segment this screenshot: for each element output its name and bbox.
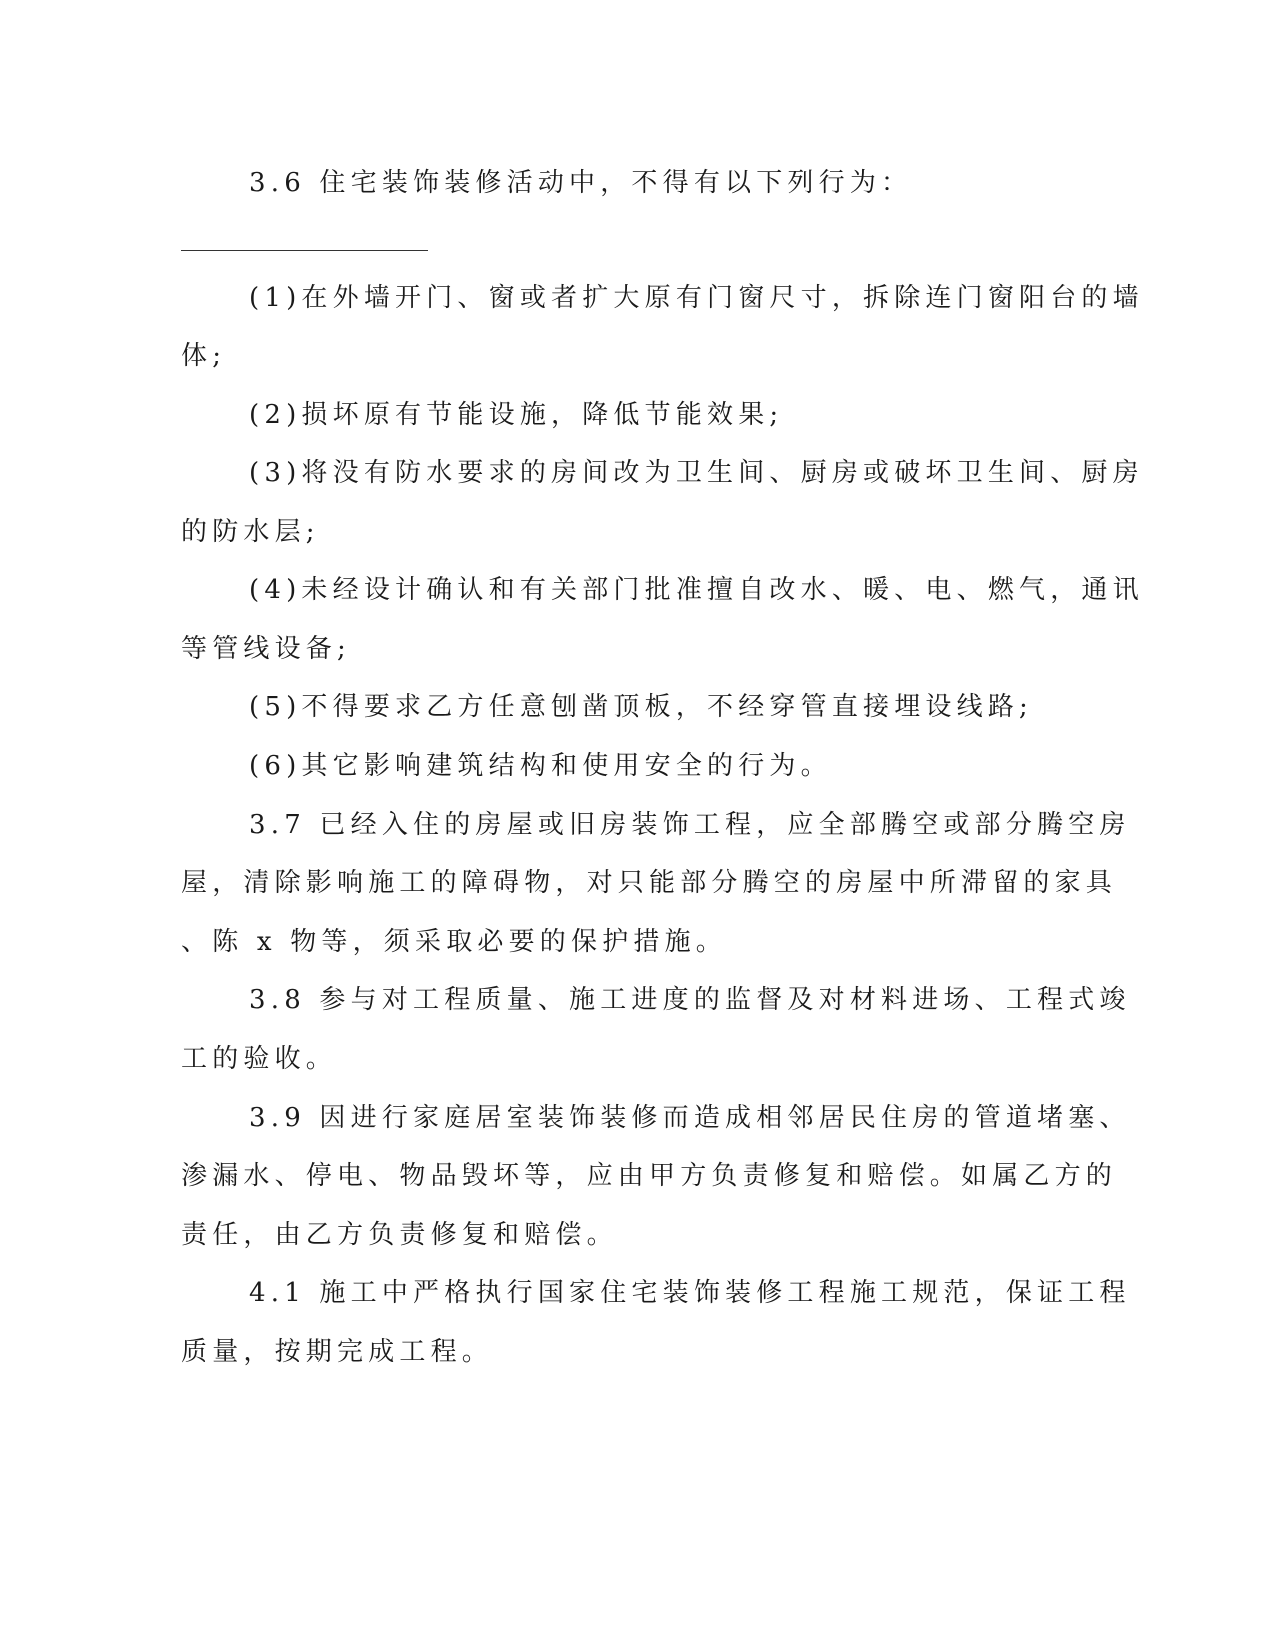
text-line: 的防水层; — [181, 517, 320, 547]
text-line: 工的验收。 — [181, 1044, 338, 1074]
text-line: 等管线设备; — [181, 634, 351, 664]
text-line: (5)不得要求乙方任意刨凿顶板，不经穿管直接埋设线路; — [249, 692, 1033, 722]
text-line: 体; — [181, 341, 227, 371]
text-line: (1)在外墙开门、窗或者扩大原有门窗尺寸，拆除连门窗阳台的墙 — [249, 283, 1144, 313]
section-heading-3-6: 3.6 住宅装饰装修活动中，不得有以下列行为： — [249, 168, 913, 198]
blank-underline — [181, 250, 428, 251]
text-line: (4)未经设计确认和有关部门批准擅自改水、暖、电、燃气，通讯 — [249, 575, 1144, 605]
text-line: 质量，按期完成工程。 — [181, 1337, 494, 1367]
text-line: 渗漏水、停电、物品毁坏等，应由甲方负责修复和赔偿。如属乙方的 — [181, 1161, 1118, 1191]
text-line: 3.7 已经入住的房屋或旧房装饰工程，应全部腾空或部分腾空房 — [249, 810, 1131, 840]
text-line: 屋，清除影响施工的障碍物，对只能部分腾空的房屋中所滞留的家具 — [181, 868, 1118, 898]
text-line: 3.9 因进行家庭居室装饰装修而造成相邻居民住房的管道堵塞、 — [249, 1103, 1131, 1133]
text-line: (6)其它影响建筑结构和使用安全的行为。 — [249, 751, 832, 781]
text-line: 4.1 施工中严格执行国家住宅装饰装修工程施工规范，保证工程 — [249, 1278, 1131, 1308]
text-line: 3.8 参与对工程质量、施工进度的监督及对材料进场、工程式竣 — [249, 985, 1131, 1015]
text-line: (3)将没有防水要求的房间改为卫生间、厨房或破坏卫生间、厨房 — [249, 458, 1144, 488]
text-line: 、陈 x 物等，须采取必要的保护措施。 — [181, 927, 727, 957]
text-line: (2)损坏原有节能设施，降低节能效果; — [249, 400, 784, 430]
text-line: 责任，由乙方负责修复和赔偿。 — [181, 1220, 618, 1250]
